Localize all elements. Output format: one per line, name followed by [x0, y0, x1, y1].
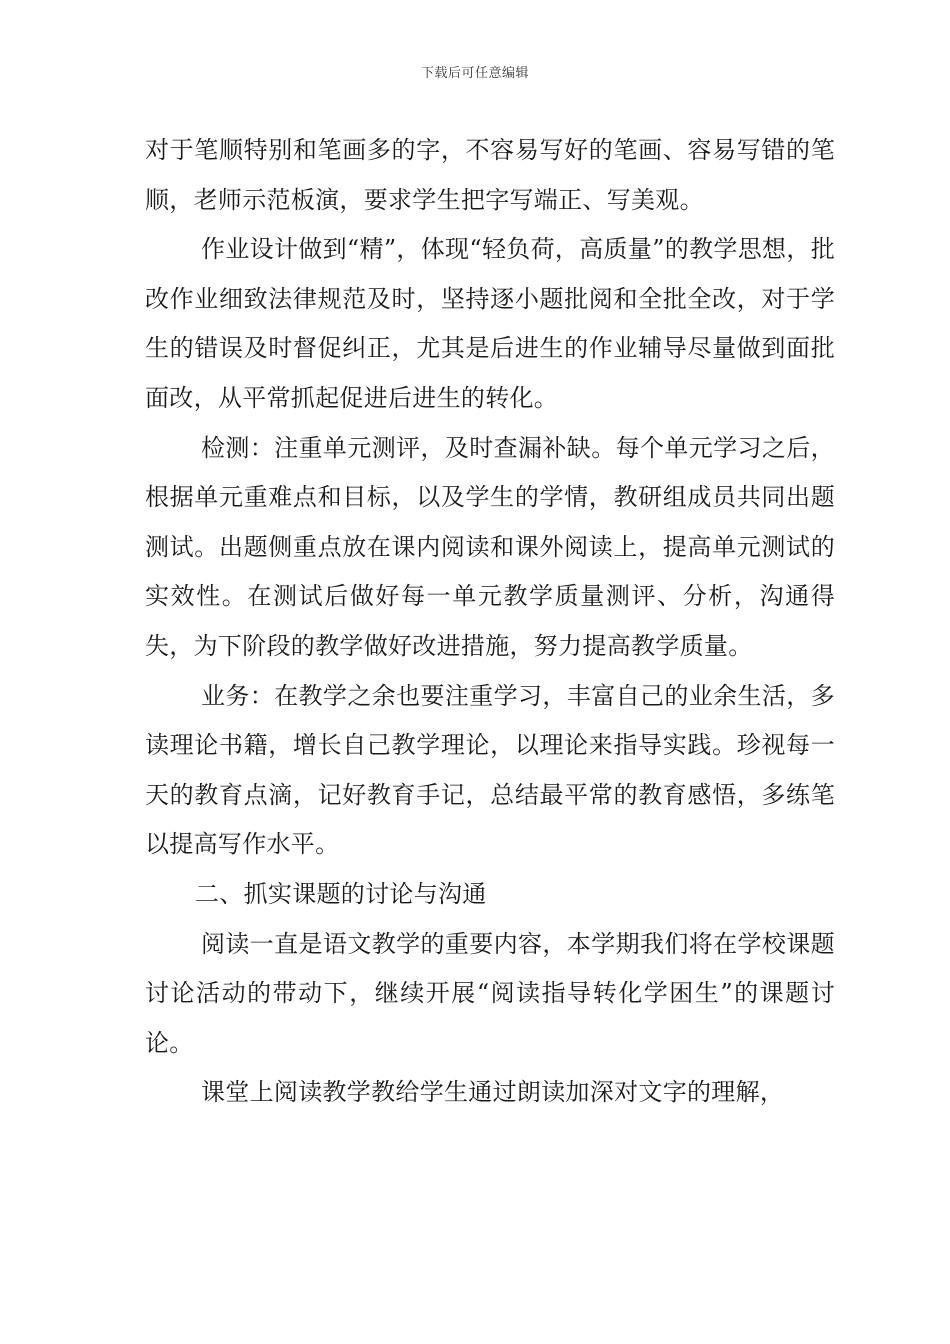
paragraph-professional: 业务：在教学之余也要注重学习，丰富自己的业余生活，多读理论书籍，增长自己教学理论，以理论来指导实践。珍视每一天的教育点滴，记好教育手记，总结最平常的教育感悟，多练笔以提高写作水平。: [145, 681, 835, 859]
section-heading: 二、抓实课题的讨论与沟通: [195, 879, 487, 908]
paragraph-continued: 对于笔顺特别和笔画多的字，不容易写好的笔画、容易写错的笔顺，老师示范板演，要求学生把字写端正、写美观。: [145, 136, 835, 214]
paragraph-homework: 作业设计做到“精”，体现“轻负荷，高质量”的教学思想，批改作业细致法律规范及时，坚持逐小题批阅和全批全改，对于学生的错误及时督促纠正，尤其是后进生的作业辅导尽量做到面批面改，从平常抓起促进后进生的转化。: [145, 235, 835, 412]
paragraph-classroom: 课堂上阅读教学教给学生通过朗读加深对文字的理解，: [201, 1078, 785, 1107]
header-note: 下载后可任意编辑: [420, 66, 529, 81]
paragraph-reading: 阅读一直是语文教学的重要内容，本学期我们将在学校课题讨论活动的带动下，继续开展“阅读指导转化学困生”的课题讨论。: [145, 929, 835, 1057]
document-body: [145, 126, 835, 1118]
paragraph-testing: 检测：注重单元测评，及时查漏补缺。每个单元学习之后，根据单元重难点和目标，以及学生的学情，教研组成员共同出题测试。出题侧重点放在课内阅读和课外阅读上，提高单元测试的实效性。在测试后做好每一单元教学质量测评、分析，沟通得失，为下阶段的教学做好改进措施，努力提高教学质量。: [145, 433, 835, 660]
